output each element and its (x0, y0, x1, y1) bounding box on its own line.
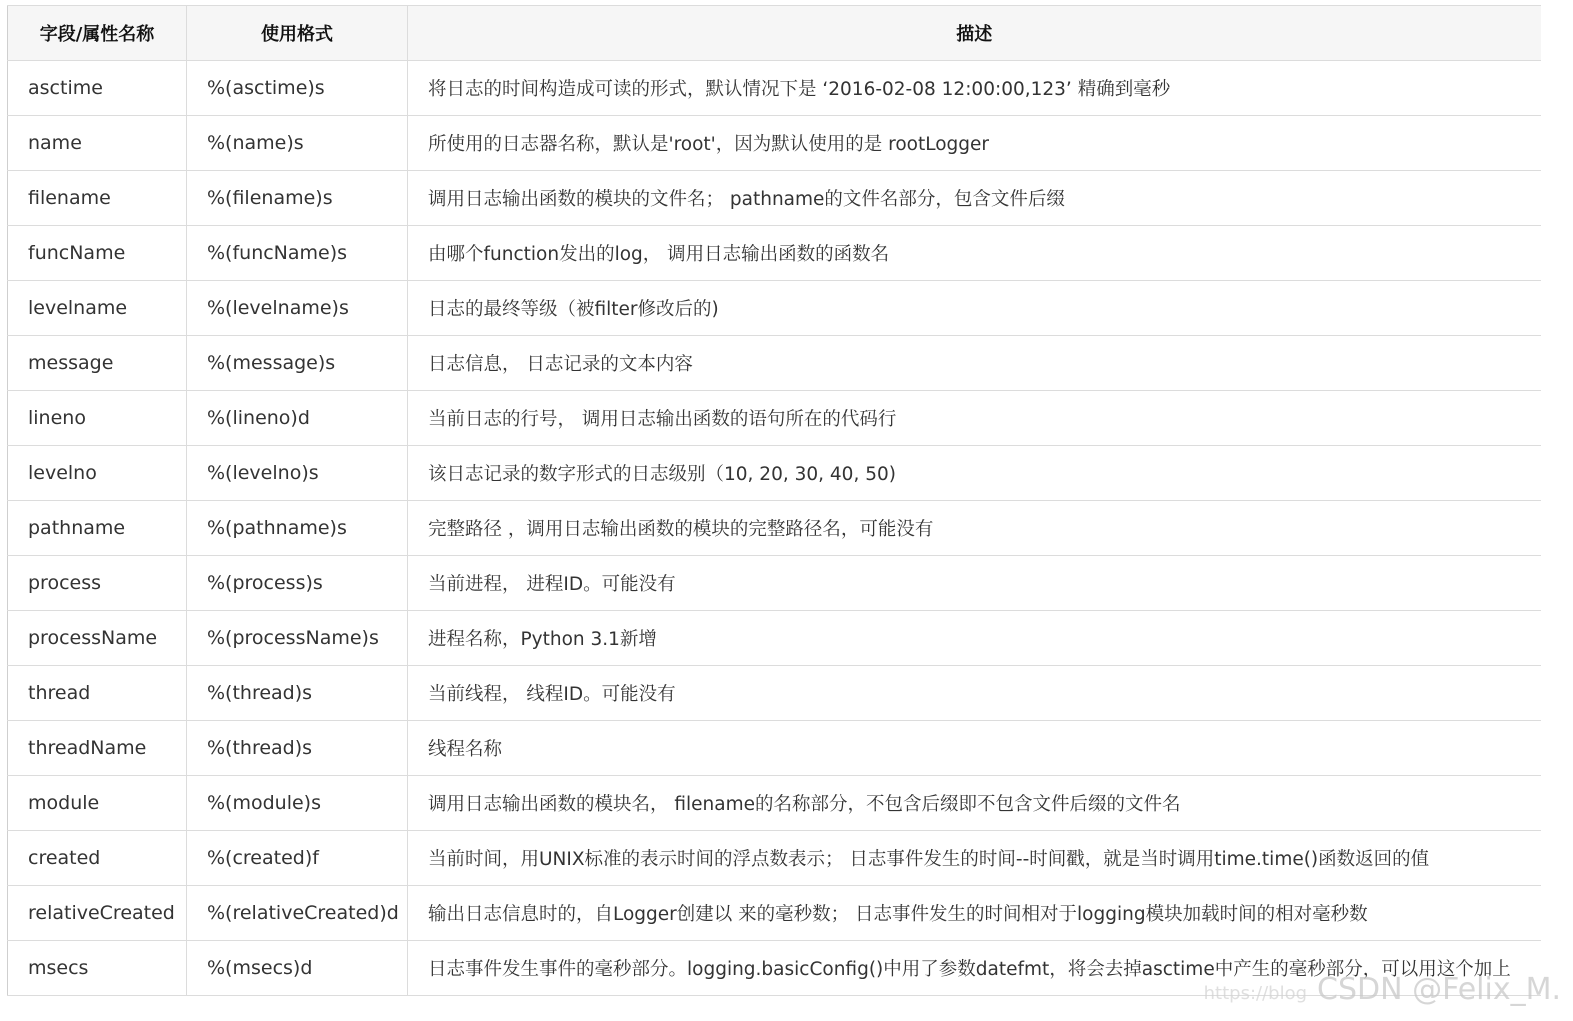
cell-description: 日志的最终等级（被filter修改后的) (408, 281, 1541, 336)
cell-field-name: levelno (8, 446, 187, 501)
table-row (8, 556, 1541, 611)
cell-format: %(asctime)s (187, 61, 408, 116)
cell-field-name: message (8, 336, 187, 391)
cell-field-name: filename (8, 171, 187, 226)
table-row (8, 721, 1541, 776)
cell-field-name: threadName (8, 721, 187, 776)
table-row (8, 116, 1541, 171)
cell-format: %(thread)s (187, 721, 408, 776)
logging-attributes-table (7, 5, 1541, 996)
table-row (8, 666, 1541, 721)
cell-format: %(name)s (187, 116, 408, 171)
table-row (8, 391, 1541, 446)
table-row (8, 831, 1541, 886)
cell-format: %(levelno)s (187, 446, 408, 501)
cell-description: 调用日志输出函数的模块名， filename的名称部分，不包含后缀即不包含文件后缀的文件名 (408, 776, 1541, 831)
cell-field-name: name (8, 116, 187, 171)
cell-field-name: processName (8, 611, 187, 666)
cell-format: %(thread)s (187, 666, 408, 721)
header-row (8, 6, 1541, 61)
table-row (8, 941, 1541, 996)
table-row (8, 61, 1541, 116)
cell-field-name: pathname (8, 501, 187, 556)
cell-format: %(module)s (187, 776, 408, 831)
watermark-text: CSDN @Felix_M. (1317, 972, 1561, 1007)
cell-format: %(filename)s (187, 171, 408, 226)
cell-format: %(msecs)d (187, 941, 408, 996)
table-row (8, 886, 1541, 941)
table-row (8, 336, 1541, 391)
cell-field-name: asctime (8, 61, 187, 116)
cell-field-name: module (8, 776, 187, 831)
cell-description: 由哪个function发出的log， 调用日志输出函数的函数名 (408, 226, 1541, 281)
table-header (8, 6, 1541, 61)
cell-format: %(relativeCreated)d (187, 886, 408, 941)
cell-format: %(process)s (187, 556, 408, 611)
cell-field-name: relativeCreated (8, 886, 187, 941)
cell-description: 当前进程， 进程ID。可能没有 (408, 556, 1541, 611)
table-row (8, 171, 1541, 226)
cell-description: 日志信息， 日志记录的文本内容 (408, 336, 1541, 391)
cell-format: %(levelname)s (187, 281, 408, 336)
cell-description: 完整路径 ，调用日志输出函数的模块的完整路径名，可能没有 (408, 501, 1541, 556)
cell-description: 线程名称 (408, 721, 1541, 776)
table-row (8, 501, 1541, 556)
cell-description: 调用日志输出函数的模块的文件名； pathname的文件名部分，包含文件后缀 (408, 171, 1541, 226)
cell-field-name: funcName (8, 226, 187, 281)
table-row (8, 446, 1541, 501)
cell-field-name: thread (8, 666, 187, 721)
table-row (8, 776, 1541, 831)
cell-description: 当前日志的行号， 调用日志输出函数的语句所在的代码行 (408, 391, 1541, 446)
cell-description: 该日志记录的数字形式的日志级别（10, 20, 30, 40, 50) (408, 446, 1541, 501)
cell-description: 将日志的时间构造成可读的形式，默认情况下是 ‘2016-02-08 12:00:00,123’ 精确到毫秒 (408, 61, 1541, 116)
table-body (8, 61, 1541, 996)
table-row (8, 226, 1541, 281)
cell-description: 进程名称，Python 3.1新增 (408, 611, 1541, 666)
cell-field-name: msecs (8, 941, 187, 996)
cell-description: 当前线程， 线程ID。可能没有 (408, 666, 1541, 721)
header-field-name: 字段/属性名称 (8, 6, 187, 61)
cell-description: 所使用的日志器名称，默认是'root'，因为默认使用的是 rootLogger (408, 116, 1541, 171)
cell-field-name: levelname (8, 281, 187, 336)
cell-format: %(processName)s (187, 611, 408, 666)
header-description: 描述 (408, 6, 1541, 61)
cell-format: %(message)s (187, 336, 408, 391)
cell-field-name: created (8, 831, 187, 886)
watermark-url: https://blog (1203, 983, 1308, 1004)
cell-field-name: process (8, 556, 187, 611)
header-format: 使用格式 (187, 6, 408, 61)
cell-format: %(created)f (187, 831, 408, 886)
cell-field-name: lineno (8, 391, 187, 446)
cell-format: %(lineno)d (187, 391, 408, 446)
table-row (8, 611, 1541, 666)
cell-format: %(pathname)s (187, 501, 408, 556)
cell-description: 日志事件发生事件的毫秒部分。logging.basicConfig()中用了参数datefmt，将会去掉asctime中产生的毫秒部分，可以用这个加上 (408, 941, 1541, 996)
cell-description: 当前时间，用UNIX标准的表示时间的浮点数表示； 日志事件发生的时间--时间戳，就是当时调用time.time()函数返回的值 (408, 831, 1541, 886)
cell-description: 输出日志信息时的，自Logger创建以 来的毫秒数； 日志事件发生的时间相对于logging模块加载时间的相对毫秒数 (408, 886, 1541, 941)
cell-format: %(funcName)s (187, 226, 408, 281)
table-row (8, 281, 1541, 336)
